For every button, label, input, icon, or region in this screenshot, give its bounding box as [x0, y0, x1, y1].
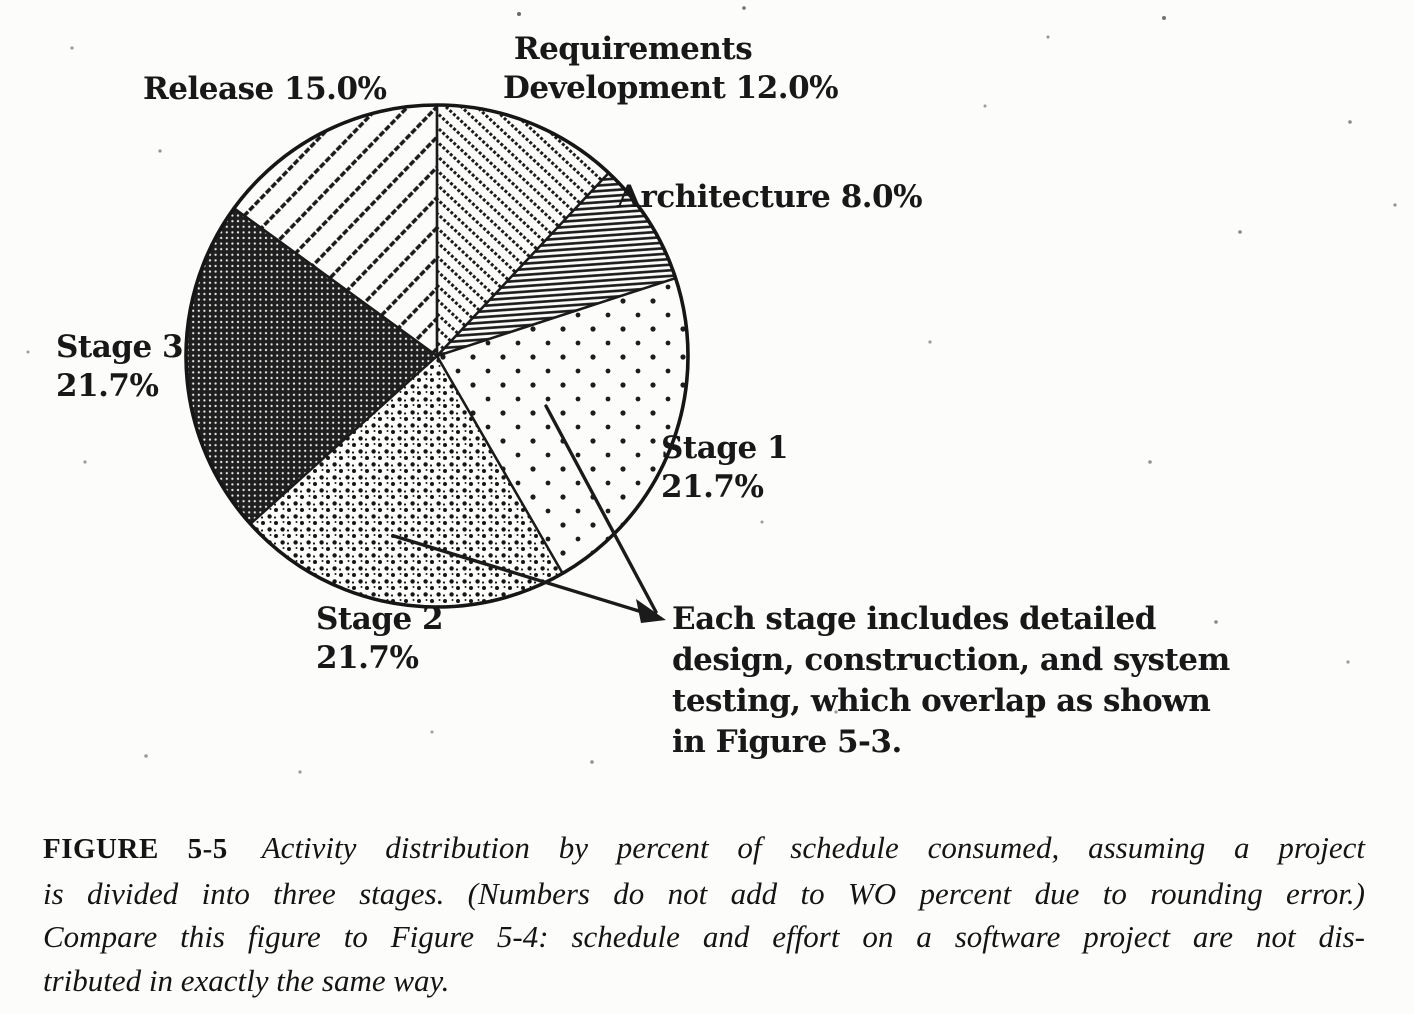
slice-label-line: 21.7%	[661, 469, 764, 505]
caption-text: Activity distribution by percent of schedule consumed, assuming a project	[261, 830, 1365, 865]
annotation-line: testing, which overlap as shown	[672, 683, 1211, 719]
slice-label-line: Requirements	[513, 31, 753, 67]
slice-label-release: Release 15.0%	[143, 71, 387, 107]
slice-label-stage-2	[316, 600, 443, 678]
figure-number-label: FIGURE 5-5	[43, 833, 228, 865]
slice-label-stage-3	[56, 328, 183, 406]
annotation-line: Each stage includes detailed	[672, 601, 1156, 637]
caption-line: Compare this figure to Figure 5-4: schedule and effort on a software project are not dis-	[43, 919, 1365, 954]
slice-label-architecture: Architecture 8.0%	[617, 179, 923, 215]
slice-label-line: 21.7%	[316, 640, 419, 676]
slice-label-line: Development 12.0%	[503, 70, 839, 106]
annotation-line: design, construction, and system	[672, 642, 1230, 678]
slice-label-line: Stage 1	[661, 430, 789, 466]
slice-label-requirements-development	[503, 30, 839, 108]
caption-line: is divided into three stages. (Numbers do not add to WO percent due to rounding error.)	[43, 875, 1365, 911]
stage-overlap-annotation	[672, 599, 1230, 763]
slice-label-line: 21.7%	[56, 368, 159, 404]
caption-line: tributed in exactly the same way.	[43, 962, 450, 998]
slice-label-line: Stage 2	[316, 601, 444, 637]
figure-caption	[43, 826, 1365, 1002]
slice-label-stage-1	[661, 429, 788, 507]
caption-line	[43, 826, 1365, 872]
annotation-line: in Figure 5-3.	[672, 724, 902, 760]
slice-label-line: Stage 3	[56, 329, 184, 365]
